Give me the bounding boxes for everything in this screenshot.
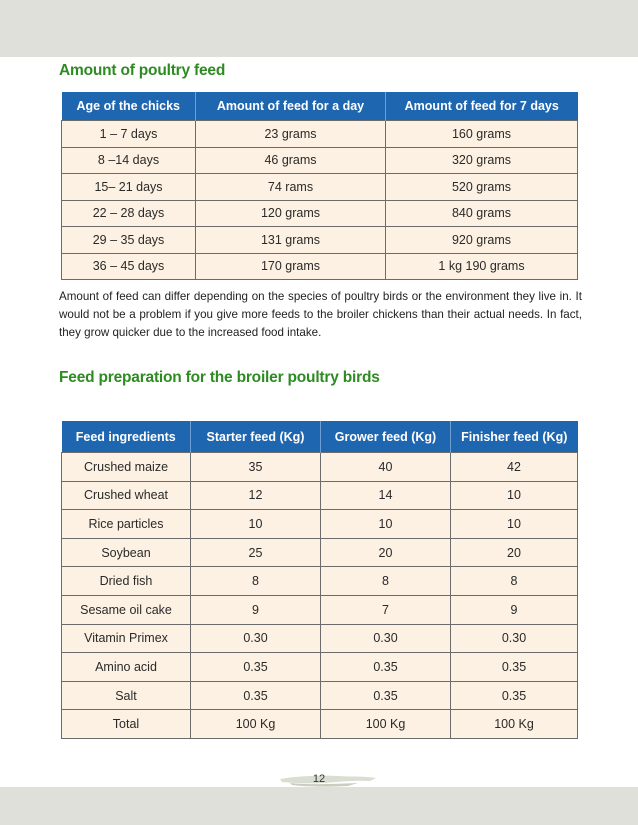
table-cell: 8 (321, 567, 451, 596)
table-cell: Soybean (62, 538, 191, 567)
table-cell: 1 kg 190 grams (386, 253, 578, 280)
table-cell: 9 (451, 595, 578, 624)
table-cell: 10 (321, 510, 451, 539)
table-cell: 100 Kg (451, 710, 578, 739)
table-row (62, 174, 578, 201)
table-row (62, 200, 578, 227)
table-cell: 920 grams (386, 227, 578, 254)
table-cell: Total (62, 710, 191, 739)
table-row (62, 538, 578, 567)
column-header: Age of the chicks (62, 92, 196, 121)
table-cell: 0.35 (191, 681, 321, 710)
section-title-poultry-feed: Amount of poultry feed (59, 62, 226, 79)
column-header: Feed ingredients (62, 421, 191, 453)
table-cell: 8 (451, 567, 578, 596)
table-cell: 0.35 (321, 653, 451, 682)
table-cell: 9 (191, 595, 321, 624)
column-header: Amount of feed for 7 days (386, 92, 578, 121)
table-cell: 8 –14 days (62, 147, 196, 174)
bottom-band (0, 787, 638, 825)
column-header: Starter feed (Kg) (191, 421, 321, 453)
feed-preparation-table (61, 421, 578, 739)
table-cell: Salt (62, 681, 191, 710)
table-row (62, 121, 578, 148)
table-cell: 40 (321, 453, 451, 482)
table-cell: 20 (321, 538, 451, 567)
table-cell: 7 (321, 595, 451, 624)
poultry-feed-table (61, 92, 578, 280)
table-cell: 74 rams (196, 174, 386, 201)
table-cell: 10 (451, 481, 578, 510)
table-row (62, 227, 578, 254)
table-row (62, 510, 578, 539)
table-cell: Crushed maize (62, 453, 191, 482)
table-cell: Rice particles (62, 510, 191, 539)
table-cell: 320 grams (386, 147, 578, 174)
table-cell: Vitamin Primex (62, 624, 191, 653)
column-header: Amount of feed for a day (196, 92, 386, 121)
table-cell: 14 (321, 481, 451, 510)
table-row (62, 624, 578, 653)
table-cell: 29 – 35 days (62, 227, 196, 254)
table-cell: 120 grams (196, 200, 386, 227)
table-cell: 36 – 45 days (62, 253, 196, 280)
table-cell: Dried fish (62, 567, 191, 596)
table-cell: Crushed wheat (62, 481, 191, 510)
table-cell: 22 – 28 days (62, 200, 196, 227)
table-cell: 25 (191, 538, 321, 567)
table-row (62, 147, 578, 174)
table-cell: 10 (191, 510, 321, 539)
table-cell: 23 grams (196, 121, 386, 148)
table-row (62, 595, 578, 624)
table-header-row (62, 92, 578, 121)
table-cell: 160 grams (386, 121, 578, 148)
table-cell: 0.30 (191, 624, 321, 653)
table-cell: 100 Kg (191, 710, 321, 739)
table-cell: 100 Kg (321, 710, 451, 739)
table-cell: 12 (191, 481, 321, 510)
table-row (62, 253, 578, 280)
table-cell: Sesame oil cake (62, 595, 191, 624)
table-cell: 15– 21 days (62, 174, 196, 201)
table-cell: 8 (191, 567, 321, 596)
feed-note-paragraph: Amount of feed can differ depending on the species of poultry birds or the environment they live in. It would not be a problem if you give more feeds to the broiler chickens than their actual needs. In fact, they grow quicker due to the increased food intake. (59, 290, 582, 339)
table-cell: 10 (451, 510, 578, 539)
table-cell: 0.35 (451, 653, 578, 682)
column-header: Finisher feed (Kg) (451, 421, 578, 453)
table-cell: 42 (451, 453, 578, 482)
table-cell: 840 grams (386, 200, 578, 227)
top-band (0, 0, 638, 57)
table-cell: 20 (451, 538, 578, 567)
table-cell: 131 grams (196, 227, 386, 254)
table-cell: 170 grams (196, 253, 386, 280)
table-row (62, 453, 578, 482)
table-cell: 46 grams (196, 147, 386, 174)
table-cell: 35 (191, 453, 321, 482)
section-title-feed-preparation: Feed preparation for the broiler poultry birds (59, 369, 380, 386)
table-row (62, 567, 578, 596)
page-number: 12 (312, 773, 326, 785)
table-row (62, 710, 578, 739)
table-cell: 0.30 (321, 624, 451, 653)
table-cell: 0.35 (321, 681, 451, 710)
column-header: Grower feed (Kg) (321, 421, 451, 453)
table-row (62, 681, 578, 710)
table-cell: 1 – 7 days (62, 121, 196, 148)
table-row (62, 481, 578, 510)
table-cell: Amino acid (62, 653, 191, 682)
table-cell: 0.35 (451, 681, 578, 710)
table-row (62, 653, 578, 682)
table-cell: 520 grams (386, 174, 578, 201)
table-cell: 0.35 (191, 653, 321, 682)
table-cell: 0.30 (451, 624, 578, 653)
table-header-row (62, 421, 578, 453)
